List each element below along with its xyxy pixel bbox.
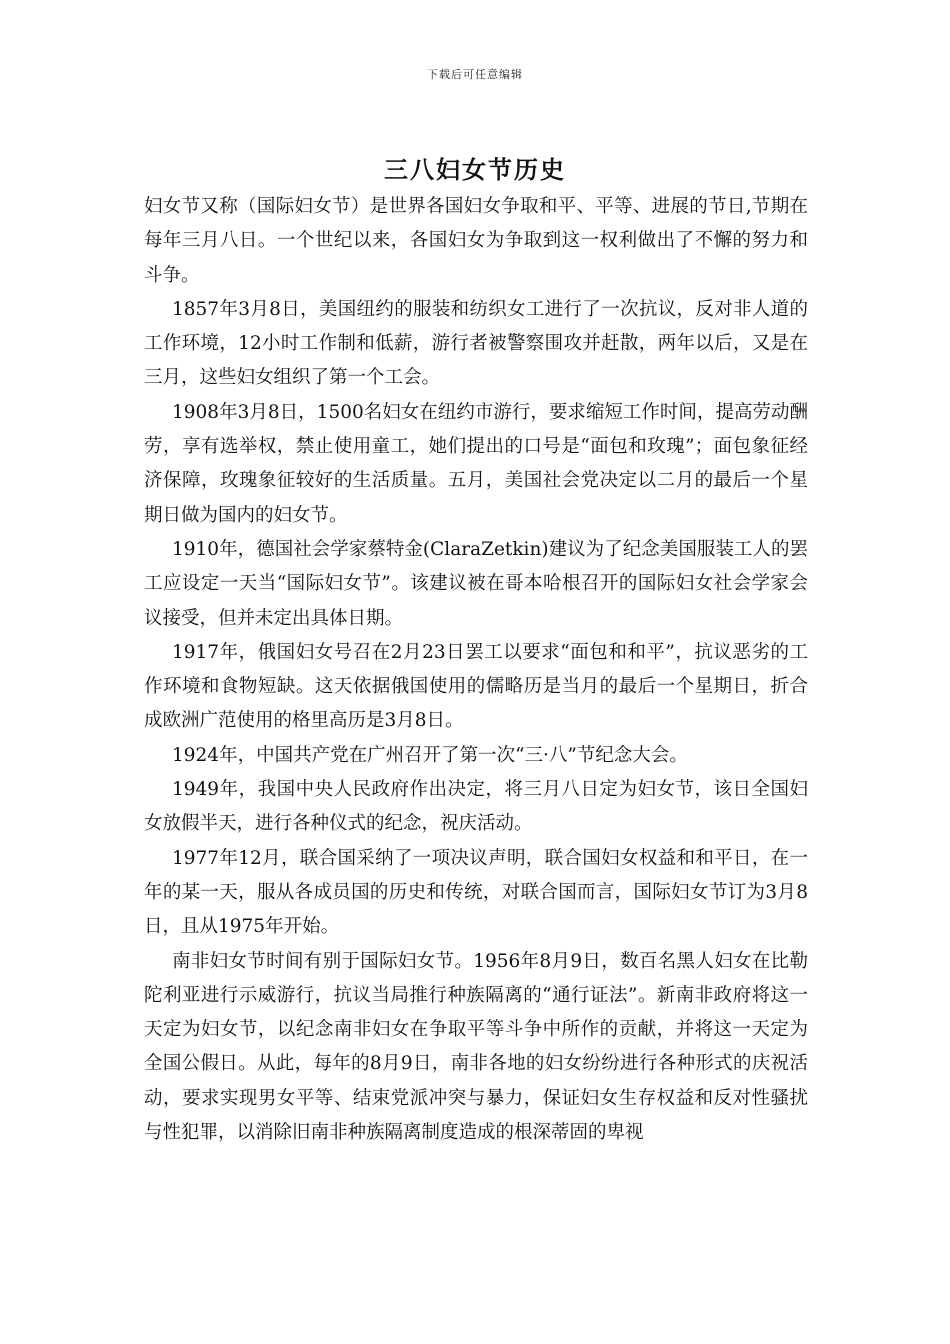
paragraph-1910: 1910年，德国社会学家蔡特金(ClaraZetkin)建议为了纪念美国服装工人的罢工应设定一天当“国际妇女节”。该建议被在哥本哈根召开的国际妇女社会学家会议接受，但并未定出具体日期。 bbox=[144, 538, 808, 629]
paragraph-south-africa: 南非妇女节时间有别于国际妇女节。1956年8月9日，数百名黑人妇女在比勒陀利亚进行示威游行，抗议当局推行种族隔离的“通行证法”。新南非政府将这一天定为妇女节，以纪念南非妇女在争取平等斗争中所作的贡献，并将这一天定为全国公假日。从此，每年的8月9日，南非各地的妇女纷纷进行各种形式的庆祝活动，要求实现男女平等、结束党派冲突与暴力，保证妇女生存权益和反对性骚扰与性犯罪，以消除旧南非种族隔离制度造成的根深蒂固的卑视 bbox=[144, 950, 808, 1144]
paragraph-1917: 1917年，俄国妇女号召在2月23日罢工以要求“面包和和平”，抗议恶劣的工作环境和食物短缺。这天依据俄国使用的儒略历是当月的最后一个星期日，折合成欧洲广范使用的格里高历是3月8日。 bbox=[144, 641, 808, 732]
document-title: 三八妇女节历史 bbox=[384, 155, 566, 184]
page-header-note: 下载后可任意编辑 bbox=[427, 68, 523, 81]
paragraph-1924: 1924年，中国共产党在广州召开了第一次“三·八”节纪念大会。 bbox=[172, 744, 688, 766]
paragraph-1949: 1949年，我国中央人民政府作出决定，将三月八日定为妇女节，该日全国妇女放假半天，进行各种仪式的纪念，祝庆活动。 bbox=[144, 779, 808, 835]
paragraph-intro: 妇女节又称（国际妇女节）是世界各国妇女争取和平、平等、进展的节日,节期在每年三月八日。一个世纪以来，各国妇女为争取到这一权利做出了不懈的努力和斗争。 bbox=[144, 196, 808, 286]
paragraph-1857: 1857年3月8日，美国纽约的服装和纺织女工进行了一次抗议，反对非人道的工作环境，12小时工作制和低薪，游行者被警察围攻并赶散，两年以后，又是在三月，这些妇女组织了第一个工会。 bbox=[144, 298, 808, 389]
paragraph-1977: 1977年12月，联合国采纳了一项决议声明，联合国妇女权益和和平日，在一年的某一天，服从各成员国的历史和传统，对联合国而言，国际妇女节订为3月8日，且从1975年开始。 bbox=[144, 847, 808, 938]
document-body bbox=[144, 190, 808, 1150]
paragraph-1908: 1908年3月8日，1500名妇女在纽约市游行，要求缩短工作时间，提高劳动酬劳，享有选举权，禁止使用童工，她们提出的口号是“面包和玫瑰”；面包象征经济保障，玫瑰象征较好的生活质量。五月，美国社会党决定以二月的最后一个星期日做为国内的妇女节。 bbox=[144, 401, 808, 526]
